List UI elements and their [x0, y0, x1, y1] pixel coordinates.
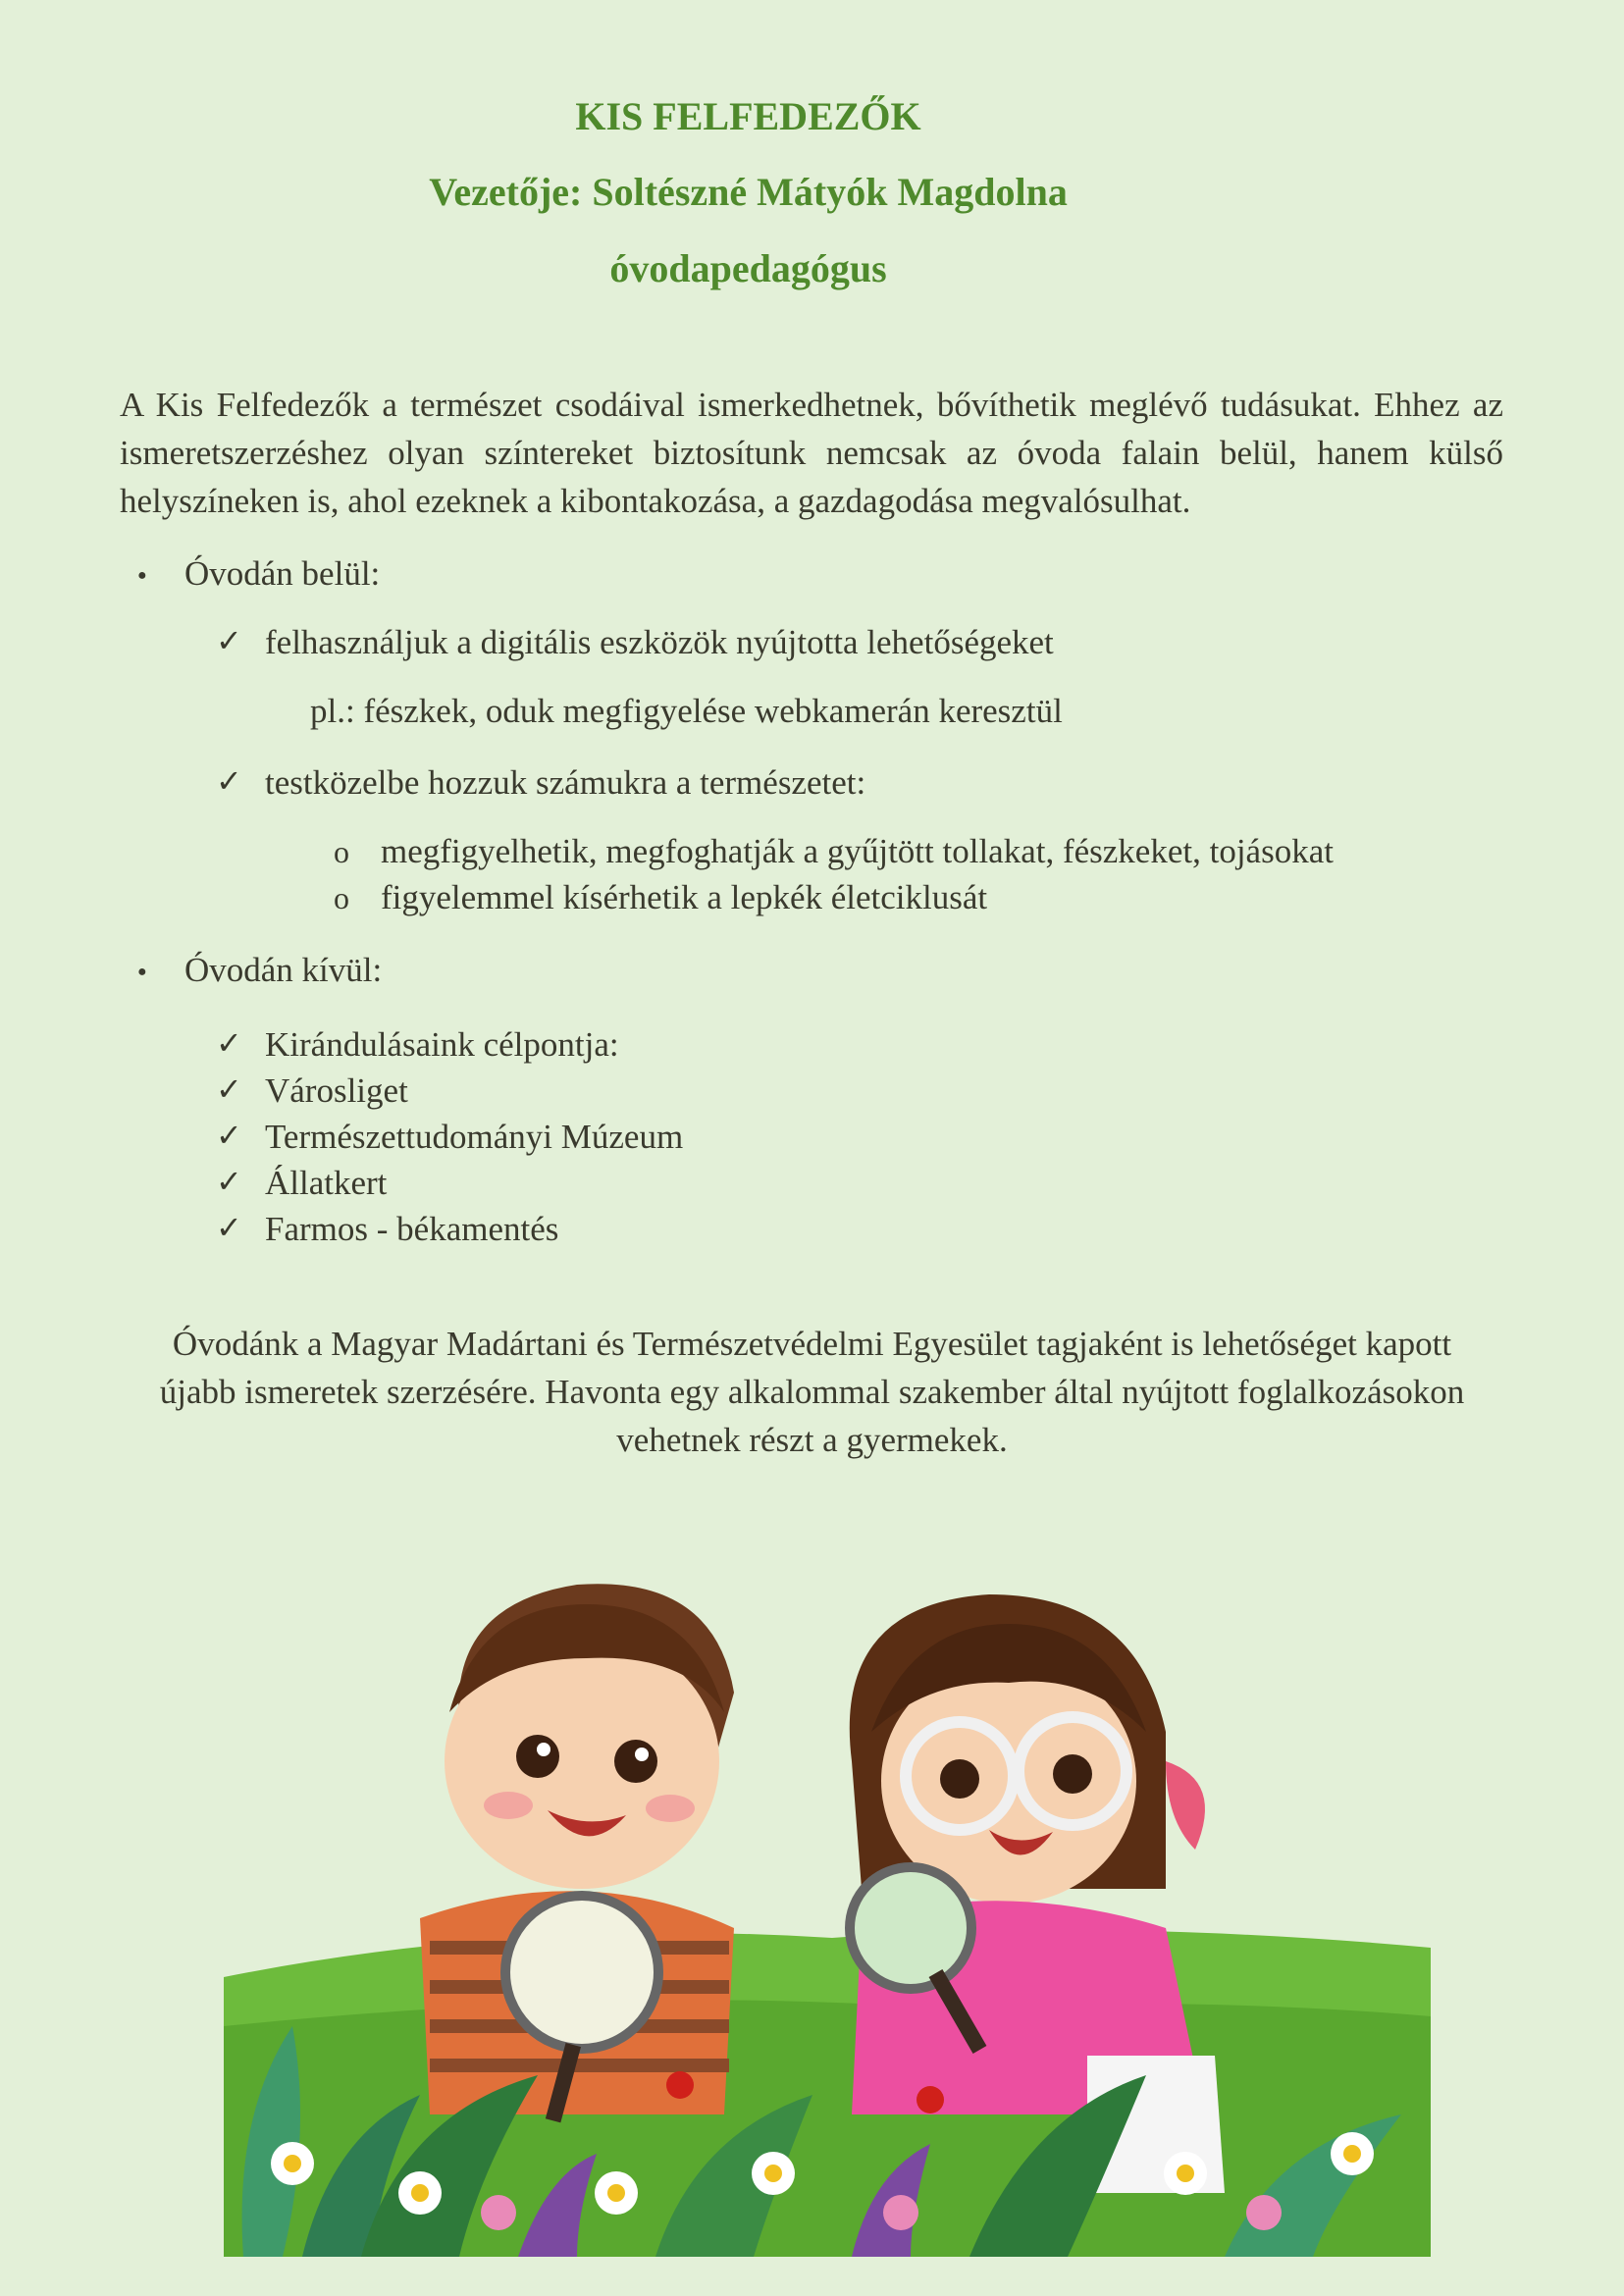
check-icon: ✓	[216, 1071, 242, 1107]
outside-item: Farmos - békamentés	[265, 1210, 559, 1248]
check-icon: ✓	[216, 1025, 242, 1061]
inside-sub-2: figyelemmel kísérhetik a lepkék életciklusát	[381, 878, 988, 916]
inside-item-1: felhasználjuk a digitális eszközök nyújtotta lehetőségeket	[265, 623, 1054, 661]
outside-item: Kirándulásaink célpontja:	[265, 1025, 619, 1064]
inside-item-1-example: pl.: fészkek, oduk megfigyelése webkamerán keresztül	[310, 692, 1063, 730]
outside-item: Természettudományi Múzeum	[265, 1118, 684, 1156]
inside-sub-1: megfigyelhetik, megfoghatják a gyűjtött tollakat, fészkeket, tojásokat	[381, 832, 1334, 870]
bullet-icon: ●	[137, 567, 147, 584]
children-explorers-illustration	[224, 1565, 1431, 2257]
circle-bullet-icon: o	[334, 834, 349, 869]
bullet-icon: ●	[137, 964, 147, 980]
outside-item: Állatkert	[265, 1164, 388, 1202]
girl-figure	[850, 1594, 1225, 2193]
boy-figure	[420, 1584, 734, 2122]
check-icon: ✓	[216, 1164, 242, 1199]
inside-item-2: testközelbe hozzuk számukra a természetet:	[265, 763, 866, 802]
check-icon: ✓	[216, 623, 242, 658]
outside-heading: Óvodán kívül:	[184, 951, 383, 989]
circle-bullet-icon: o	[334, 880, 349, 915]
check-icon: ✓	[216, 1210, 242, 1245]
role-line: óvodapedagógus	[609, 246, 887, 290]
intro-paragraph: A Kis Felfedezők a természet csodáival ismerkedhetnek, bővíthetik meglévő tudásukat. Ehhez az ismeretszerzéshez olyan színtereket biztosítunk nemcsak az óvoda falain belül, hanem külső helyszíneken is, ahol ezeknek a kibontakozása, a gazdagodása megvalósulhat.	[120, 386, 1503, 520]
check-icon: ✓	[216, 1118, 242, 1153]
leader-line: Vezetője: Soltészné Mátyók Magdolna	[429, 170, 1068, 214]
outside-item: Városliget	[265, 1071, 408, 1110]
closing-paragraph: Óvodánk a Magyar Madártani és Természetvédelmi Egyesület tagjaként is lehetőséget kapott újabb ismeretek szerzésére. Havonta egy alkalommal szakember által nyújtott foglalkozásokon vehetnek részt a gyermekek.	[159, 1325, 1465, 1459]
check-icon: ✓	[216, 763, 242, 799]
inside-heading: Óvodán belül:	[184, 554, 381, 593]
page-title: KIS FELFEDEZŐK	[575, 94, 921, 138]
